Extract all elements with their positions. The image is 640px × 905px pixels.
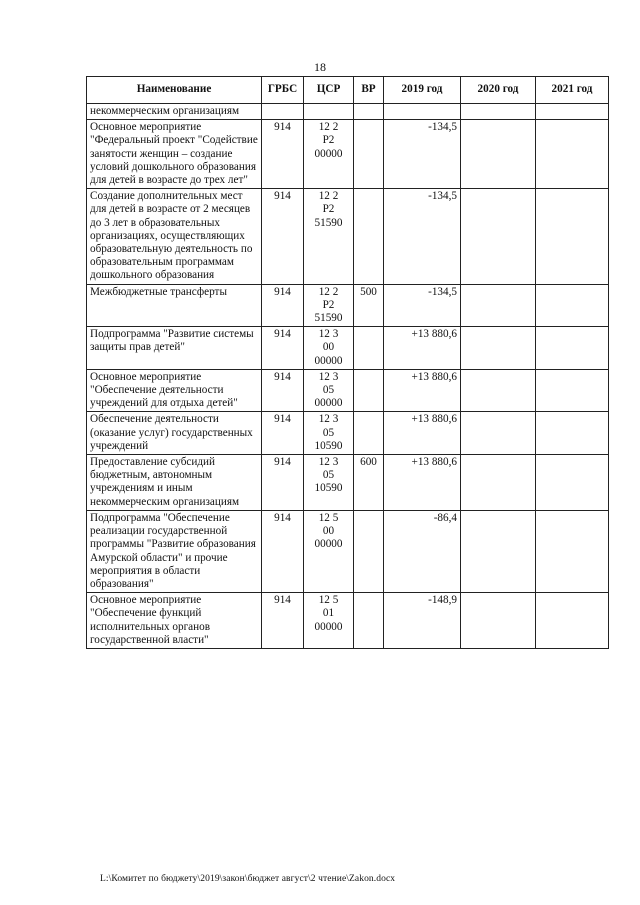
cell-y2019: +13 880,6 (384, 369, 461, 412)
table-row (87, 593, 609, 649)
cell-grbs: 914 (262, 455, 304, 511)
page-number: 18 (314, 60, 326, 74)
csr-part: 00000 (314, 354, 343, 367)
cell-name: Основное мероприятие "Федеральный проект "Содействие занятости женщин – создание условий дошкольного образования для детей в возрасте до трех лет" (87, 120, 262, 189)
cell-y2019: -134,5 (384, 120, 461, 189)
cell-vr: 500 (354, 284, 384, 327)
cell-y2020 (461, 369, 536, 412)
cell-grbs: 914 (262, 189, 304, 284)
cell-y2020 (461, 284, 536, 327)
table-row (87, 412, 609, 455)
cell-y2021 (536, 455, 609, 511)
table-row (87, 104, 609, 120)
cell-y2021 (536, 284, 609, 327)
csr-part: 51590 (314, 312, 343, 325)
cell-vr (354, 593, 384, 649)
csr-part: 00 (322, 341, 335, 354)
cell-grbs: 914 (262, 369, 304, 412)
table-row (87, 455, 609, 511)
cell-csr (304, 510, 354, 592)
csr-part: 12 3 (318, 370, 339, 383)
table-row (87, 369, 609, 412)
cell-y2021 (536, 104, 609, 120)
header-2019: 2019 год (384, 77, 461, 104)
cell-csr (304, 327, 354, 370)
cell-y2021 (536, 189, 609, 284)
header-grbs: ГРБС (262, 77, 304, 104)
cell-y2019: -134,5 (384, 284, 461, 327)
cell-y2020 (461, 327, 536, 370)
cell-name: Основное мероприятие "Обеспечение функций исполнительных органов государственной власти" (87, 593, 262, 649)
cell-y2019: +13 880,6 (384, 455, 461, 511)
cell-csr (304, 284, 354, 327)
table-row (87, 327, 609, 370)
csr-part: P2 (322, 134, 335, 147)
cell-y2019: +13 880,6 (384, 327, 461, 370)
csr-part: 12 2 (318, 285, 339, 298)
csr-part: 05 (322, 384, 335, 397)
csr-part: 00000 (314, 538, 343, 551)
cell-y2020 (461, 189, 536, 284)
cell-csr (304, 104, 354, 120)
table-body (87, 104, 609, 649)
cell-y2019: -134,5 (384, 189, 461, 284)
cell-y2020 (461, 455, 536, 511)
cell-csr (304, 593, 354, 649)
csr-part: 00000 (314, 147, 343, 160)
cell-y2020 (461, 412, 536, 455)
cell-csr (304, 189, 354, 284)
cell-y2021 (536, 412, 609, 455)
csr-part: 12 2 (318, 121, 339, 134)
cell-y2020 (461, 104, 536, 120)
cell-y2021 (536, 510, 609, 592)
cell-vr (354, 412, 384, 455)
header-csr: ЦСР (304, 77, 354, 104)
cell-y2019: +13 880,6 (384, 412, 461, 455)
table-header-row (87, 77, 609, 104)
cell-name: Межбюджетные трансферты (87, 284, 262, 327)
header-name: Наименование (87, 77, 262, 104)
csr-part: 51590 (314, 216, 343, 229)
cell-vr (354, 189, 384, 284)
cell-name: Создание дополнительных мест для детей в возрасте от 2 месяцев до 3 лет в образовательных организациях, осуществляющих образовательную деятельность по образовательным программам дошкольного образования (87, 189, 262, 284)
csr-part: 10590 (314, 482, 343, 495)
cell-vr (354, 120, 384, 189)
cell-y2019 (384, 104, 461, 120)
cell-y2019: -86,4 (384, 510, 461, 592)
cell-grbs: 914 (262, 412, 304, 455)
table-row (87, 189, 609, 284)
cell-y2021 (536, 369, 609, 412)
cell-name: Предоставление субсидий бюджетным, автономным учреждениям и иным некоммерческим организациям (87, 455, 262, 511)
csr-part: 00000 (314, 397, 343, 410)
csr-part: 00000 (314, 620, 343, 633)
cell-csr (304, 412, 354, 455)
csr-part: 12 5 (318, 594, 339, 607)
cell-y2020 (461, 510, 536, 592)
csr-part: 12 5 (318, 511, 339, 524)
table-row (87, 284, 609, 327)
csr-part: 12 3 (318, 413, 339, 426)
header-2021: 2021 год (536, 77, 609, 104)
header-vr: ВР (354, 77, 384, 104)
csr-part: 12 3 (318, 456, 339, 469)
cell-y2021 (536, 593, 609, 649)
cell-vr (354, 327, 384, 370)
cell-grbs: 914 (262, 510, 304, 592)
csr-part: 12 3 (318, 328, 339, 341)
cell-vr (354, 369, 384, 412)
table-row (87, 120, 609, 189)
cell-grbs: 914 (262, 593, 304, 649)
cell-grbs: 914 (262, 284, 304, 327)
budget-table (86, 76, 609, 649)
cell-grbs (262, 104, 304, 120)
cell-name: Обеспечение деятельности (оказание услуг) государственных учреждений (87, 412, 262, 455)
cell-y2020 (461, 120, 536, 189)
cell-name: Основное мероприятие "Обеспечение деятельности учреждений для отдыха детей" (87, 369, 262, 412)
cell-csr (304, 369, 354, 412)
csr-part: 00 (322, 525, 335, 538)
table-row (87, 510, 609, 592)
cell-y2021 (536, 327, 609, 370)
header-2020: 2020 год (461, 77, 536, 104)
csr-part: 05 (322, 469, 335, 482)
cell-vr: 600 (354, 455, 384, 511)
csr-part: 05 (322, 426, 335, 439)
cell-name: некоммерческим организациям (87, 104, 262, 120)
cell-name: Подпрограмма "Обеспечение реализации государственной программы "Развитие образования Амурской области" и прочие мероприятия в области образования" (87, 510, 262, 592)
cell-vr (354, 510, 384, 592)
csr-part: 01 (322, 607, 335, 620)
csr-part: P2 (322, 298, 335, 311)
cell-vr (354, 104, 384, 120)
cell-grbs: 914 (262, 327, 304, 370)
file-path-footer: L:\Комитет по бюджету\2019\закон\бюджет август\2 чтение\Zakon.docx (100, 874, 396, 884)
csr-part: 12 2 (318, 190, 339, 203)
cell-y2019: -148,9 (384, 593, 461, 649)
cell-csr (304, 455, 354, 511)
csr-part: P2 (322, 203, 335, 216)
cell-y2021 (536, 120, 609, 189)
csr-part: 10590 (314, 439, 343, 452)
cell-y2020 (461, 593, 536, 649)
cell-csr (304, 120, 354, 189)
cell-name: Подпрограмма "Развитие системы защиты прав детей" (87, 327, 262, 370)
cell-grbs: 914 (262, 120, 304, 189)
